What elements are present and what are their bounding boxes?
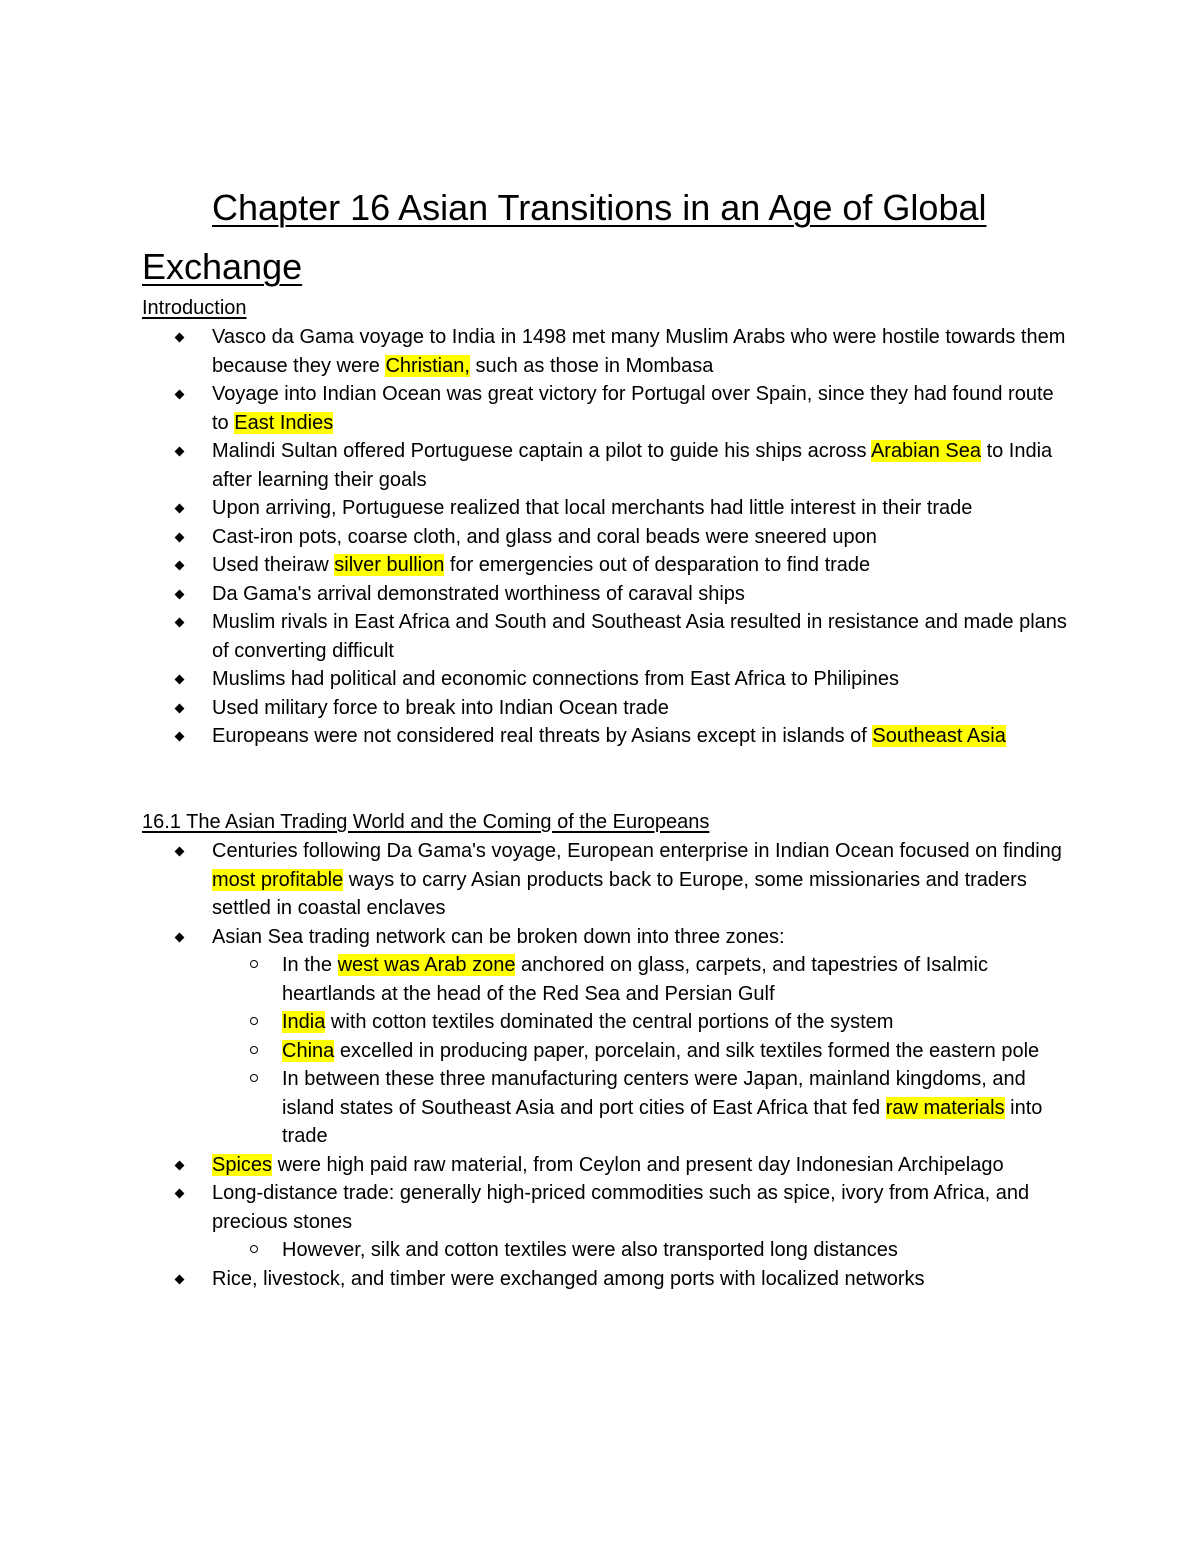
highlighted-text: most profitable — [212, 868, 344, 891]
sub-bullet-list — [212, 1236, 1072, 1265]
bullet-item — [212, 837, 1072, 923]
sub-bullet-item — [282, 1065, 1072, 1151]
sub-bullet-item — [282, 951, 1072, 1008]
text-run: with cotton textiles dominated the central portions of the system — [325, 1011, 894, 1033]
asian-trading-world-bullet-list — [212, 837, 1072, 1293]
text-run: However, silk and cotton textiles were also transported long distances — [282, 1239, 898, 1261]
text-run: Long-distance trade: generally high-priced commodities such as spice, ivory from Africa, and precious stones — [212, 1182, 1030, 1233]
bullet-item — [212, 323, 1072, 380]
highlighted-text: Christian, — [385, 354, 470, 377]
section-heading-introduction: Introduction — [142, 297, 247, 319]
highlighted-text: silver bullion — [334, 554, 445, 576]
text-run: Da Gama's arrival demonstrated worthiness of caraval ships — [212, 582, 745, 605]
text-run: In the — [282, 954, 338, 976]
text-run: into trade — [282, 1096, 1043, 1147]
highlighted-text: India — [282, 1011, 326, 1033]
bullet-item — [212, 694, 1072, 723]
text-run: Muslim rivals in East Africa and South and Southeast Asia resulted in resistance and made plans of converting difficult — [212, 611, 1067, 662]
sub-bullet-item — [282, 1037, 1072, 1066]
text-run: Malindi Sultan offered Portuguese captain a pilot to guide his ships across — [212, 440, 871, 462]
bullet-item — [212, 1265, 1072, 1294]
bullet-item — [212, 437, 1072, 494]
sub-bullet-item — [282, 1008, 1072, 1037]
bullet-item — [212, 923, 1072, 1151]
bullet-item — [212, 722, 1072, 751]
text-run: such as those in Mombasa — [469, 354, 714, 377]
bullet-item — [212, 580, 1072, 609]
sub-bullet-item — [282, 1236, 1072, 1265]
highlighted-text: China — [282, 1039, 335, 1062]
text-run: Muslims had political and economic connections from East Africa to Philipines — [212, 668, 899, 690]
bullet-item — [212, 551, 1072, 580]
bullet-item — [212, 1151, 1072, 1180]
text-run: Cast-iron pots, coarse cloth, and glass and coral beads were sneered upon — [212, 525, 877, 548]
highlighted-text: Southeast Asia — [872, 725, 1006, 747]
page-title: Chapter 16 Asian Transitions in an Age of Global Exchange — [142, 187, 987, 287]
text-run: to India after learning their goals — [212, 440, 1053, 491]
text-run: Upon arriving, Portuguese realized that local merchants had little interest in their trade — [212, 497, 973, 519]
text-run: Centuries following Da Gama's voyage, European enterprise in Indian Ocean focused on finding — [212, 840, 1062, 862]
highlighted-text: Arabian Sea — [870, 440, 982, 462]
highlighted-text: East Indies — [234, 411, 334, 434]
bullet-item — [212, 494, 1072, 523]
text-run: ways to carry Asian products back to Europe, some missionaries and traders settled in coastal enclaves — [212, 868, 1027, 919]
text-run: Used military force to break into Indian Ocean trade — [212, 696, 669, 719]
introduction-bullet-list — [212, 323, 1072, 751]
text-run: were high paid raw material, from Ceylon and present day Indonesian Archipelago — [272, 1153, 1004, 1176]
text-run: Vasco da Gama voyage to India in 1498 met many Muslim Arabs who were hostile towards them because they were — [212, 326, 1066, 377]
bullet-item — [212, 380, 1072, 437]
text-run: Used theiraw — [212, 554, 335, 576]
text-run: Rice, livestock, and timber were exchanged among ports with localized networks — [212, 1267, 925, 1290]
text-run: for emergencies out of desparation to find trade — [444, 554, 871, 576]
text-run: Asian Sea trading network can be broken down into three zones: — [212, 925, 785, 948]
bullet-item — [212, 608, 1072, 665]
sub-bullet-list — [212, 951, 1072, 1151]
text-run: In between these three manufacturing centers were Japan, mainland kingdoms, and island states of Southeast Asia and port cities of East Africa that fed — [282, 1068, 1026, 1119]
highlighted-text: west was Arab zone — [337, 954, 516, 976]
text-run: Voyage into Indian Ocean was great victory for Portugal over Spain, since they had found route to — [212, 383, 1054, 434]
highlighted-text: Spices — [212, 1153, 273, 1176]
text-run: excelled in producing paper, porcelain, and silk textiles formed the eastern pole — [334, 1039, 1040, 1062]
text-run: anchored on glass, carpets, and tapestries of Isalmic heartlands at the head of the Red Sea and Persian Gulf — [282, 954, 988, 1005]
section-heading-asian-trading-world: 16.1 The Asian Trading World and the Coming of the Europeans — [142, 811, 710, 833]
bullet-item — [212, 523, 1072, 552]
bullet-item — [212, 665, 1072, 694]
text-run: Europeans were not considered real threats by Asians except in islands of — [212, 725, 873, 747]
highlighted-text: raw materials — [885, 1096, 1005, 1119]
bullet-item — [212, 1179, 1072, 1265]
